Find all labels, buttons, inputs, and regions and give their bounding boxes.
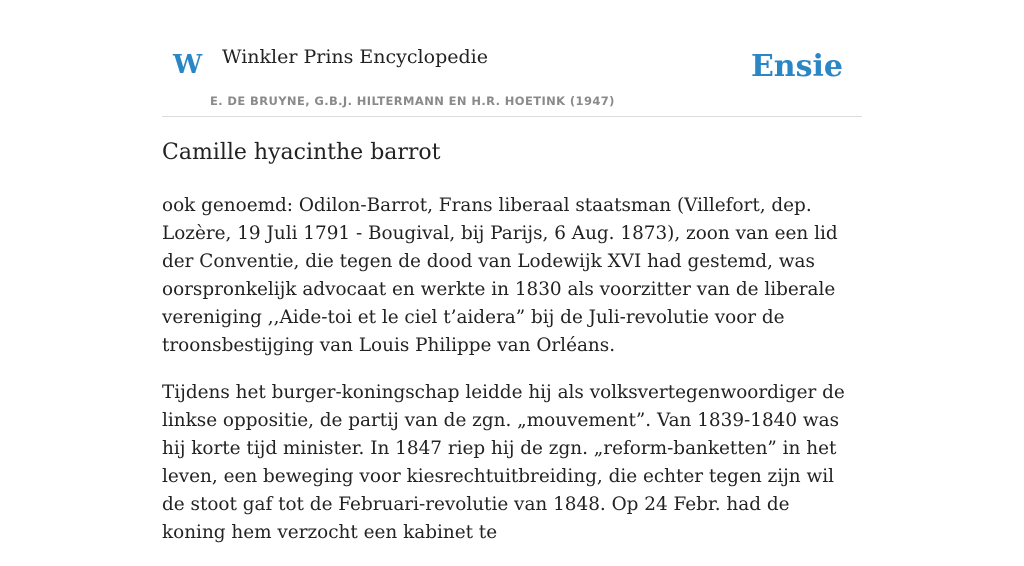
article-title: Camille hyacinthe barrot xyxy=(162,140,441,165)
source-header xyxy=(162,0,862,117)
article-paragraph: ook genoemd: Odilon-Barrot, Frans liberaal staatsman (Villefort, dep. Lozère, 19 Juli 1791 - Bougival, bij Parijs, 6 Aug. 1873), zoon van een lid der Conventie, die tegen de dood van Lodewijk XVI had gestemd, was oorspronkelijk advocaat en werkte in 1830 als voorzitter van de liberale vereniging ,,Aide-toi et le ciel t’aidera” bij de Juli-revolutie voor de troonsbestijging van Louis Philippe van Orléans. xyxy=(162,195,838,356)
article-paragraph: Tijdens het burger-koningschap leidde hij als volksvertegenwoordiger de linkse oppositie, de partij van de zgn. „mouvement”. Van 1839-1840 was hij korte tijd minister. In 1847 riep hij de zgn. „reform-banketten” in het leven, een beweging voor kiesrechtuitbreiding, die echter tegen zijn wil de stoot gaf tot de Februari-revolutie van 1848. Op 24 Febr. had de koning hem verzocht een kabinet te xyxy=(162,382,845,543)
source-authors: E. DE BRUYNE, G.B.J. HILTERMANN EN H.R. HOETINK (1947) xyxy=(210,94,615,108)
winkler-prins-logo[interactable]: W xyxy=(173,50,203,80)
source-title[interactable]: Winkler Prins Encyclopedie xyxy=(222,46,488,68)
article-body xyxy=(162,192,852,566)
ensie-brand-link[interactable]: Ensie xyxy=(750,49,843,84)
